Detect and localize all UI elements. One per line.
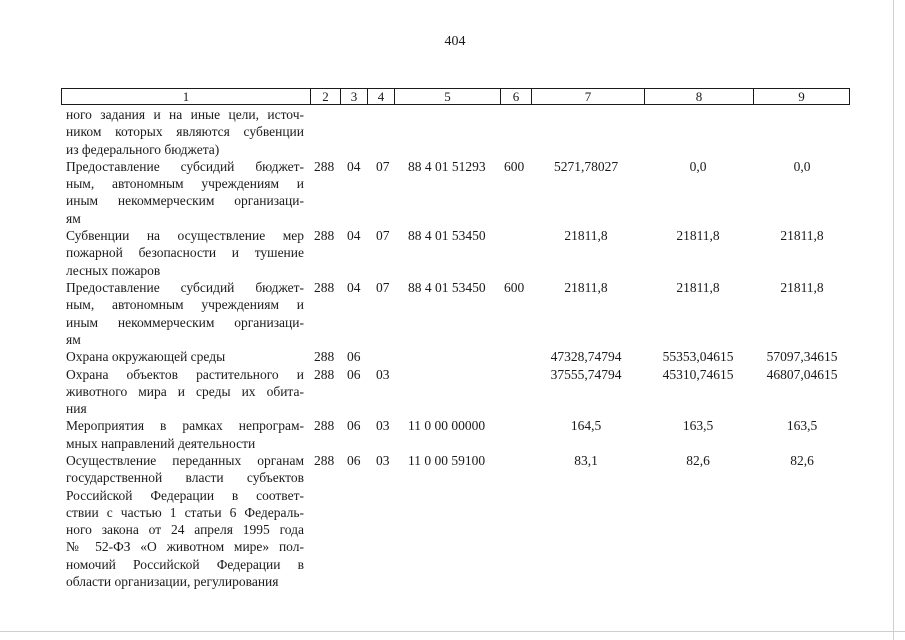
cell-c9: 82,6 (790, 453, 814, 468)
cell-c2: 288 (314, 453, 335, 468)
cell-c3: 04 (347, 280, 361, 295)
description-line: номочий Российской Федерации в (66, 556, 304, 572)
header-col-8: 8 (645, 89, 754, 104)
header-col-6: 6 (501, 89, 532, 104)
cell-c2: 288 (314, 418, 335, 434)
description-line: № 52-ФЗ «О животном мире» пол- (66, 539, 304, 555)
description-line: ного задания и на иные цели, источ- (66, 107, 304, 122)
cell-c9: 21811,8 (780, 280, 824, 295)
cell-c6: 600 (504, 158, 525, 174)
cell-c8: 82,6 (686, 453, 710, 468)
description-line: Российской Федерации в соответ- (66, 487, 304, 503)
description-line: из федерального бюджета) (66, 141, 220, 157)
cell-c9: 0,0 (793, 158, 811, 174)
cell-c3: 06 (347, 349, 361, 365)
description-line: ным, автономным учреждениям и (66, 176, 304, 192)
cell-c2: 288 (314, 280, 335, 295)
description-line: ного закона от 24 апреля 1995 года (66, 522, 304, 538)
cell-c8: 0,0 (689, 158, 707, 174)
cell-c2: 288 (314, 366, 335, 382)
description-line: области организации, регулирования (66, 574, 279, 590)
cell-c7: 5271,78027 (553, 158, 619, 174)
description-line: ствии с частью 1 статьи 6 Федераль- (66, 504, 304, 520)
description-line: ям (66, 331, 81, 347)
description-line: мных направлений деятельности (66, 435, 256, 451)
row-description (66, 279, 304, 348)
cell-c5: 11 0 00 00000 (408, 418, 486, 434)
row-description (66, 106, 304, 158)
description-line: ям (66, 210, 81, 226)
header-col-2: 2 (311, 89, 341, 104)
cell-c8: 45310,74615 (662, 366, 734, 382)
cell-c9: 163,5 (786, 418, 818, 434)
cell-c4: 03 (376, 366, 390, 382)
description-line: ником которых являются субвенции (66, 124, 304, 140)
cell-c7: 21811,8 (564, 280, 608, 295)
cell-c3: 06 (347, 366, 361, 382)
description-line: ным, автономным учреждениям и (66, 297, 304, 313)
cell-c2: 288 (314, 158, 335, 174)
cell-c8: 21811,8 (676, 228, 720, 244)
header-col-7: 7 (532, 89, 645, 104)
header-col-9: 9 (798, 89, 805, 104)
cell-c3: 06 (347, 418, 361, 434)
cell-c8: 21811,8 (676, 280, 720, 295)
description-line: иным некоммерческим организаци- (66, 193, 304, 209)
header-col-3: 3 (341, 89, 368, 104)
cell-c5: 11 0 00 59100 (408, 453, 486, 468)
description-line: Предоставление субсидий бюджет- (66, 280, 304, 295)
description-line: лесных пожаров (66, 262, 161, 278)
description-line: Предоставление субсидий бюджет- (66, 158, 304, 174)
row-description (66, 366, 304, 418)
cell-c9: 46807,04615 (766, 366, 838, 382)
header-col-5: 5 (395, 89, 501, 104)
cell-c3: 04 (347, 158, 361, 174)
row-description (66, 452, 304, 590)
row-description (66, 348, 304, 365)
description-line: иным некоммерческим организаци- (66, 314, 304, 330)
row-description (66, 417, 304, 452)
cell-c4: 07 (376, 280, 390, 295)
header-col-4: 4 (368, 89, 395, 104)
header-col-1: 1 (62, 89, 311, 104)
description-line: государственной власти субъектов (66, 470, 304, 486)
description-line: Охрана окружающей среды (66, 349, 226, 365)
cell-c9: 57097,34615 (766, 349, 838, 365)
cell-c4: 03 (376, 453, 390, 468)
cell-c5: 88 4 01 53450 (408, 228, 486, 244)
cell-c9: 21811,8 (780, 228, 824, 244)
cell-c7: 47328,74794 (550, 349, 622, 365)
cell-c7: 83,1 (574, 453, 598, 468)
cell-c6: 600 (504, 280, 525, 295)
description-line: пожарной безопасности и тушение (66, 245, 304, 261)
cell-c3: 06 (347, 453, 361, 468)
description-line: Субвенции на осуществление мер (66, 228, 304, 244)
cell-c2: 288 (314, 228, 335, 244)
description-line: Охрана объектов растительного и (66, 366, 304, 382)
row-description (66, 227, 304, 279)
cell-c8: 163,5 (682, 418, 714, 434)
description-line: животного мира и среды их обита- (66, 383, 304, 399)
row-description (66, 158, 304, 227)
cell-c3: 04 (347, 228, 361, 244)
cell-c5: 88 4 01 51293 (408, 158, 486, 174)
cell-c8: 55353,04615 (662, 349, 734, 365)
cell-c7: 21811,8 (564, 228, 608, 244)
cell-c7: 37555,74794 (550, 366, 622, 382)
cell-c7: 164,5 (570, 418, 602, 434)
cell-c4: 03 (376, 418, 390, 434)
description-line: ния (66, 401, 87, 417)
cell-c4: 07 (376, 158, 390, 174)
cell-c4: 07 (376, 228, 390, 244)
description-line: Осуществление переданных органам (66, 453, 304, 468)
description-line: Мероприятия в рамках непрограм- (66, 418, 304, 434)
cell-c5: 88 4 01 53450 (408, 280, 486, 295)
cell-c2: 288 (314, 349, 335, 365)
page-number: 404 (444, 34, 466, 49)
